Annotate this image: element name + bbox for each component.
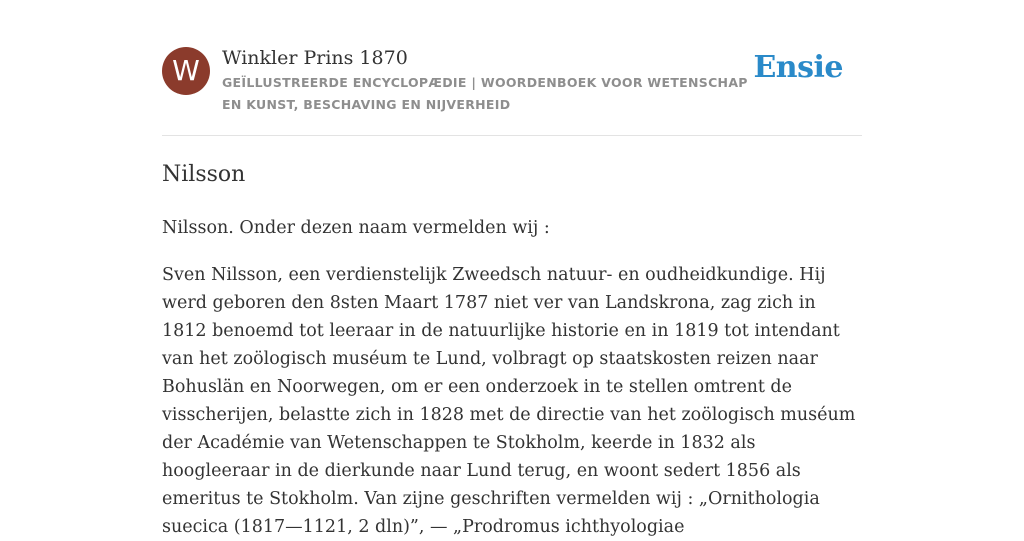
content-column xyxy=(162,0,862,541)
source-subtitle: GEÏLLUSTREERDE ENCYCLOPÆDIE | WOORDENBOEK VOOR WETENSCHAP EN KUNST, BESCHAVING EN NIJVERHEID xyxy=(222,75,748,112)
source-title[interactable]: Winkler Prins 1870 xyxy=(222,47,408,69)
article-title: Nilsson xyxy=(162,162,246,187)
source-header xyxy=(162,0,862,136)
article-body-paragraph: Sven Nilsson, een verdienstelijk Zweedsch natuur- en oudheidkundige. Hij werd geboren den 8sten Maart 1787 niet ver van Landskrona, zag zich in 1812 benoemd tot leeraar in de natuurlijke historie en in 1819 tot intendant van het zoölogisch muséum te Lund, volbragt op staatskosten reizen naar Bohuslän en Noorwegen, om er een onderzoek in te stellen omtrent de visscherijen, belastte zich in 1828 met de directie van het zoölogisch muséum der Académie van Wetenschappen te Stokholm, keerde in 1832 als hoogleeraar in de dierkunde naar Lund terug, en woont sedert 1856 als emeritus te Stokholm. Van zijne geschriften vermelden wij : „Ornithologia suecica (1817—1121, 2 dln)”, — „Prodromus ichthyologiae xyxy=(162,265,856,537)
article-intro-paragraph: Nilsson. Onder dezen naam vermelden wij : xyxy=(162,218,550,238)
source-avatar[interactable]: W xyxy=(162,47,210,95)
source-info xyxy=(222,44,762,116)
ensie-logo-link[interactable]: Ensie xyxy=(753,50,843,85)
